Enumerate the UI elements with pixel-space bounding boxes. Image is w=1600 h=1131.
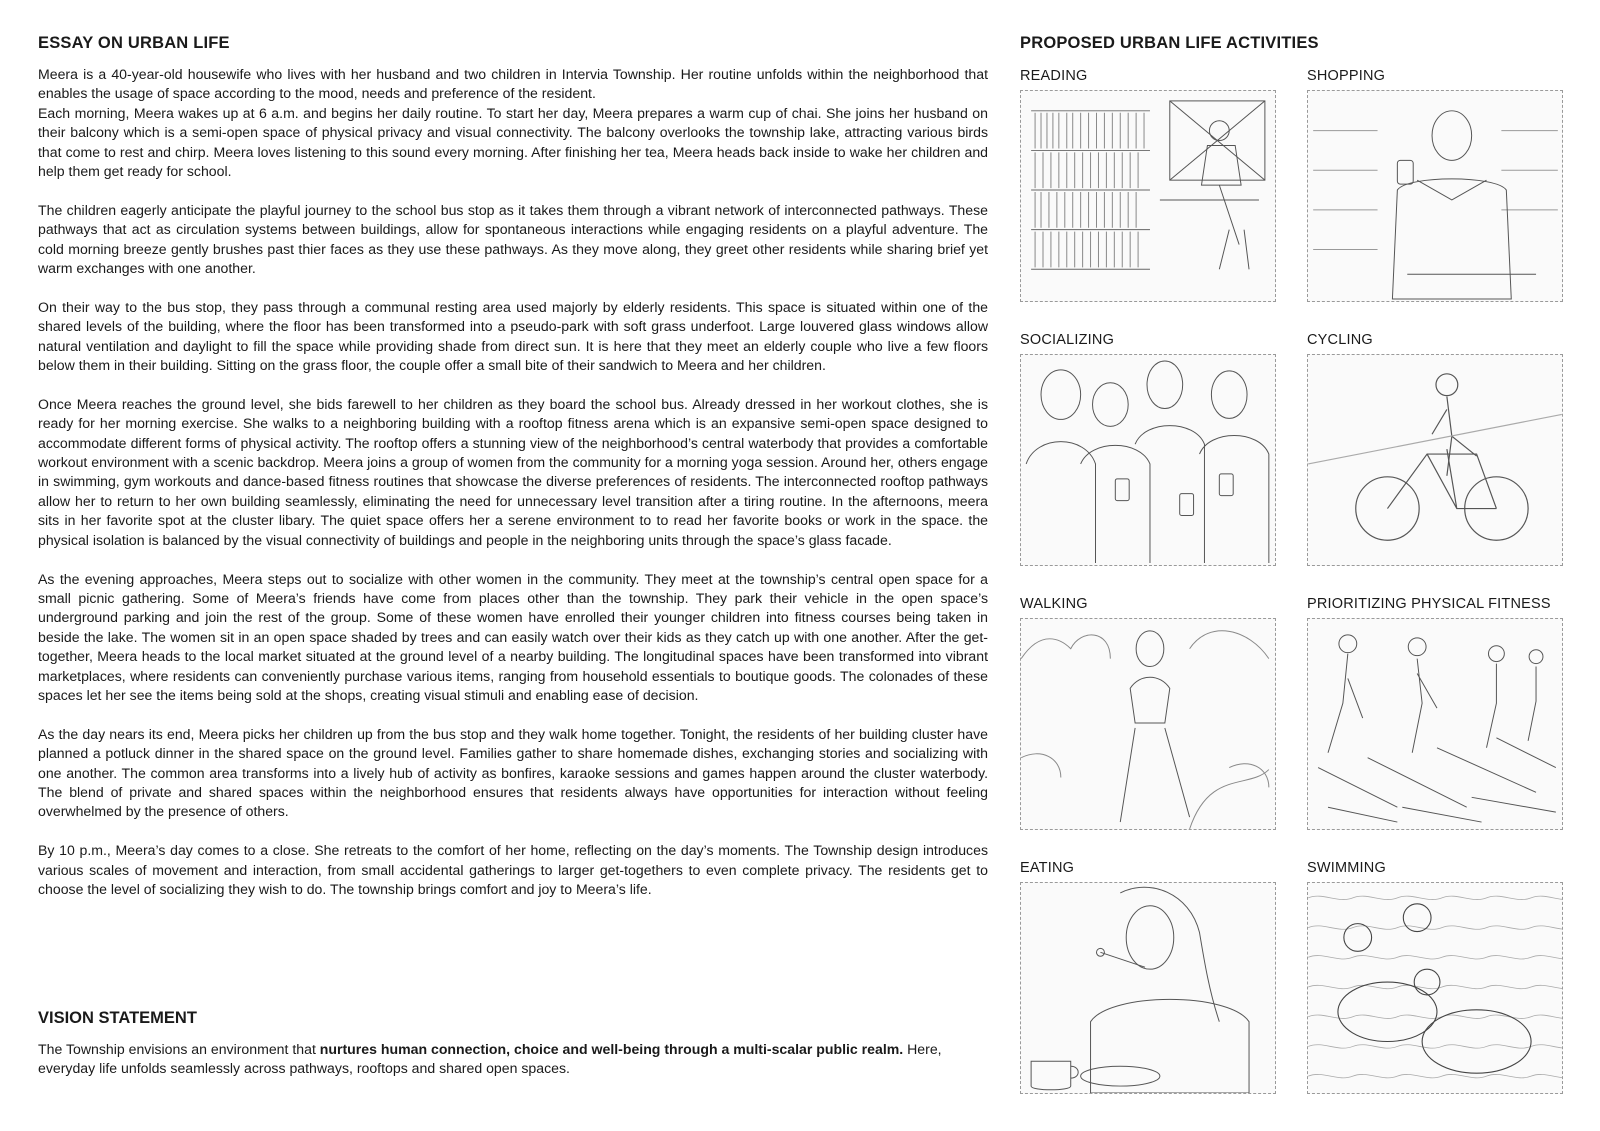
activity-label: WALKING xyxy=(1020,596,1088,612)
socializing-illustration xyxy=(1020,354,1276,566)
activity-socializing xyxy=(1020,332,1276,566)
activity-label: SWIMMING xyxy=(1307,860,1386,876)
activities-section xyxy=(1020,34,1570,53)
activity-label: EATING xyxy=(1020,860,1075,876)
essay-paragraph-2: Each morning, Meera wakes up at 6 a.m. and begins her daily routine. To start her day, Meera prepares a warm cup of chai. She joins her husband on their balcony which is a semi-open space of physical privacy and visual connectivity. The balcony overlooks the township lake, attracting various birds that come to rest and chirp. Meera loves listening to this sound every morning. After finishing her tea, Meera heads back inside to wake her children and help them get ready for school. xyxy=(38,104,988,180)
activity-eating xyxy=(1020,860,1276,1094)
cycling-illustration xyxy=(1307,354,1563,566)
reading-illustration xyxy=(1020,90,1276,302)
activity-label: SHOPPING xyxy=(1307,68,1386,84)
essay-section xyxy=(38,34,988,899)
activity-label: READING xyxy=(1020,68,1088,84)
fitness-illustration xyxy=(1307,618,1563,830)
activity-walking xyxy=(1020,596,1276,830)
vision-section xyxy=(38,1009,988,1079)
vision-statement xyxy=(38,1040,988,1079)
walking-illustration xyxy=(1020,618,1276,830)
activity-cycling xyxy=(1307,332,1563,566)
essay-paragraph-6: As the evening approaches, Meera steps out to socialize with other women in the community. They meet at the township’s central open space for a small picnic gathering. Some of Meera’s friends have come from places other than the township. They park their vehicle in the open space’s underground parking and join the rest of the group. Some of these women have enrolled their younger children into fitness courses being taken in beside the lake. The women sit in an open space shaded by trees and can easily watch over their kids as they catch up with one another. After the get-together, Meera heads to the local market situated at the ground level of a nearby building. The longitudinal spaces have been transformed into vibrant marketplaces, where residents can conveniently purchase various items, ranging from household essentials to boutique goods. The colonades of these spaces let her see the items being sold at the shops, creating visual stimuli and enabling ease of decision. xyxy=(38,570,988,703)
vision-bold: nurtures human connection, choice and well-being through a multi-scalar public realm. xyxy=(319,1041,904,1057)
activity-fitness xyxy=(1307,596,1563,830)
eating-illustration xyxy=(1020,882,1276,1094)
activities-title: PROPOSED URBAN LIFE ACTIVITIES xyxy=(1020,34,1319,52)
vision-title: VISION STATEMENT xyxy=(38,1009,197,1027)
vision-lead: The Township envisions an environment that xyxy=(38,1041,320,1057)
essay-paragraph-4: On their way to the bus stop, they pass through a communal resting area used majorly by elderly residents. This space is situated within one of the shared levels of the building, where the floor has been transformed into a pseudo-park with soft grass underfoot. Large louvered glass windows allow natural ventilation and daylight to fill the space while providing shade from direct sun. It is here that they meet an elderly couple who live a few floors below them in their building. Sitting on the grass floor, the couple offer a small bite of their sandwich to Meera and her children. xyxy=(38,298,988,374)
activity-shopping xyxy=(1307,68,1563,302)
essay-paragraph-5: Once Meera reaches the ground level, she bids farewell to her children as they board the school bus. Already dressed in her workout clothes, she is ready for her morning exercise. She walks to a neighboring building with a rooftop fitness arena which is an expansive semi-open space designed to accommodate different forms of physical activity. The rooftop offers a stunning view of the neighborhood’s central waterbody that provides a comfortable workout environment with a scenic backdrop. Meera joins a group of women from the community for a morning yoga session. Around her, others engage in swimming, gym workouts and dance-based fitness routines that showcase the diverse preferences of residents. The interconnected rooftop pathways allow her to return to her own building seamlessly, eliminating the need for unnecessary level transition after a tiring routine. In the afternoons, meera sits in her favorite spot at the cluster libary. The quiet space offers her a serene environment to to read her favorite books or work in the space. the physical isolation is balanced by the visual connectivity of buildings and people in the neighboring units through the space’s glass facade. xyxy=(38,395,988,548)
essay-paragraph-1: Meera is a 40-year-old housewife who lives with her husband and two children in Intervia Township. Her routine unfolds within the neighborhood that enables the usage of space according to the mood, needs and preference of the resident. xyxy=(38,66,988,102)
vision-tail: Here, everyday life unfolds seamlessly across pathways, rooftops and shared open spaces. xyxy=(38,1041,942,1077)
activity-reading xyxy=(1020,68,1276,302)
shopping-illustration xyxy=(1307,90,1563,302)
essay-paragraph-3: The children eagerly anticipate the playful journey to the school bus stop as it takes them through a vibrant network of interconnected pathways. These pathways that act as circulation systems between buildings, allow for spontaneous interactions while engaging residents on a playful adventure. The cold morning breeze gently brushes past thier faces as they use these pathways. As they move along, they greet other residents while sharing brief yet warm exchanges with one another. xyxy=(38,201,988,277)
essay-paragraph-8: By 10 p.m., Meera’s day comes to a close. She retreats to the comfort of her home, reflecting on the day’s moments. The Township design introduces various scales of movement and interaction, from small accidental gatherings to larger get-togethers to even complete privacy. The residents get to choose the level of socializing they wish to do. The township brings comfort and joy to Meera’s life. xyxy=(38,842,988,897)
activity-label: PRIORITIZING PHYSICAL FITNESS xyxy=(1307,596,1551,612)
activity-label: CYCLING xyxy=(1307,332,1373,348)
activity-swimming xyxy=(1307,860,1563,1094)
essay-paragraph-7: As the day nears its end, Meera picks her children up from the bus stop and they walk home together. Tonight, the residents of her building cluster have planned a potluck dinner in the shared space on the ground level. Families gather to share homemade dishes, exchanging stories and socializing with one another. The common area transforms into a lively hub of activity as bonfires, karaoke sessions and games happen around the cluster waterbody. The blend of private and shared spaces within the neighborhood ensures that residents always have opportunities for interaction without feeling overwhelmed by the presence of others. xyxy=(38,725,988,820)
essay-title: ESSAY ON URBAN LIFE xyxy=(38,34,230,52)
swimming-illustration xyxy=(1307,882,1563,1094)
activity-label: SOCIALIZING xyxy=(1020,332,1115,348)
